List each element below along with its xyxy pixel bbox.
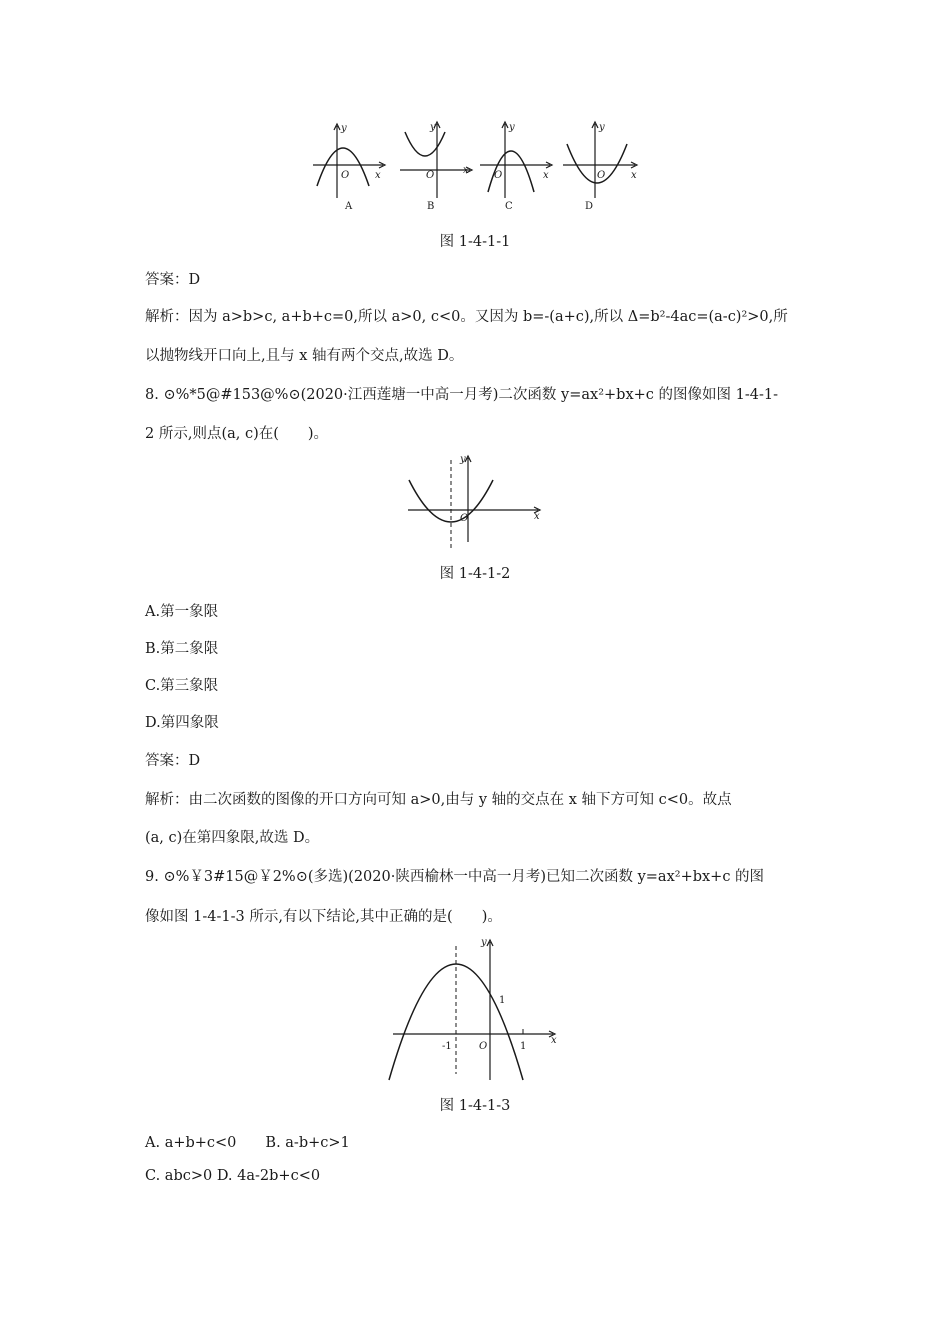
panel-c xyxy=(480,122,552,212)
q8-option-d: D.第四象限 xyxy=(145,715,219,731)
origin-label: O xyxy=(479,1041,488,1052)
parabola-curve xyxy=(409,480,493,522)
panel-b-label: B xyxy=(427,201,435,212)
panel-d-y-label: y xyxy=(599,122,605,133)
y-label: y xyxy=(481,937,487,948)
panel-b-x-label: x xyxy=(463,165,469,176)
tick-y-1: 1 xyxy=(499,995,506,1006)
panel-a-y-label: y xyxy=(341,123,347,134)
panel-a-x-label: x xyxy=(375,170,381,181)
panel-b-curve xyxy=(405,132,445,156)
q9-stem-line1: 9. ⊙%￥3#15@￥2%⊙(多选)(2020·陕西榆林一中高一月考)已知二次函数 y=ax²+bx+c 的图 xyxy=(145,869,765,885)
tick-x-1: 1 xyxy=(520,1041,527,1052)
panel-b-y-label: y xyxy=(430,122,436,133)
panel-d xyxy=(563,122,637,212)
panel-a-label: A xyxy=(345,201,353,212)
panel-b xyxy=(400,122,472,212)
figure-3-caption: 图 1-4-1-3 xyxy=(439,1098,511,1114)
panel-d-label: D xyxy=(585,201,594,212)
panel-c-y-label: y xyxy=(509,122,515,133)
q7-answer: 答案：D xyxy=(145,272,201,288)
q9-options-line1: A. a+b+c<0 B. a-b+c>1 xyxy=(145,1135,350,1151)
panel-d-x-label: x xyxy=(631,170,637,181)
q9-stem-line2: 像如图 1-4-1-3 所示,有以下结论,其中正确的是( )。 xyxy=(145,909,502,925)
figure-1-4-1-2 xyxy=(400,450,550,550)
q8-option-c: C.第三象限 xyxy=(145,678,219,694)
panel-c-x-label: x xyxy=(543,170,549,181)
q8-stem-line2: 2 所示,则点(a, c)在( )。 xyxy=(145,426,329,442)
q8-analysis-line1: 解析：由二次函数的图像的开口方向可知 a>0,由与 y 轴的交点在 x 轴下方可知 c<0。故点 xyxy=(145,792,732,808)
figure-2-caption: 图 1-4-1-2 xyxy=(439,566,511,582)
q9-options-line2: C. abc>0 D. 4a-2b+c<0 xyxy=(145,1168,321,1184)
panel-a-origin: O xyxy=(341,170,350,181)
q8-analysis-line2: (a, c)在第四象限,故选 D。 xyxy=(145,830,320,846)
q7-analysis-line2: 以抛物线开口向上,且与 x 轴有两个交点,故选 D。 xyxy=(145,348,464,364)
panel-c-label: C xyxy=(505,201,513,212)
q8-answer: 答案：D xyxy=(145,753,201,769)
figure-1-4-1-3 xyxy=(385,932,565,1082)
q8-option-b: B.第二象限 xyxy=(145,641,219,657)
panel-b-origin: O xyxy=(426,170,435,181)
panel-c-origin: O xyxy=(494,170,503,181)
q8-option-a: A.第一象限 xyxy=(145,604,219,620)
origin-label: O xyxy=(460,513,469,524)
x-label: x xyxy=(551,1035,557,1046)
q8-stem-line1: 8. ⊙%*5@#153@%⊙(2020·江西莲塘一中高一月考)二次函数 y=ax²+bx+c 的图像如图 1-4-1- xyxy=(145,387,778,403)
y-label: y xyxy=(460,454,466,465)
tick-neg1: -1 xyxy=(442,1041,452,1052)
q7-analysis-line1: 解析：因为 a>b>c, a+b+c=0,所以 a>0, c<0。又因为 b=-(a+c),所以 Δ=b²-4ac=(a-c)²>0,所 xyxy=(145,309,788,325)
panel-d-origin: O xyxy=(597,170,606,181)
panel-a xyxy=(313,123,385,212)
figure-1-4-1-1 xyxy=(305,118,650,218)
x-label: x xyxy=(534,511,540,522)
figure-1-caption: 图 1-4-1-1 xyxy=(439,234,511,250)
